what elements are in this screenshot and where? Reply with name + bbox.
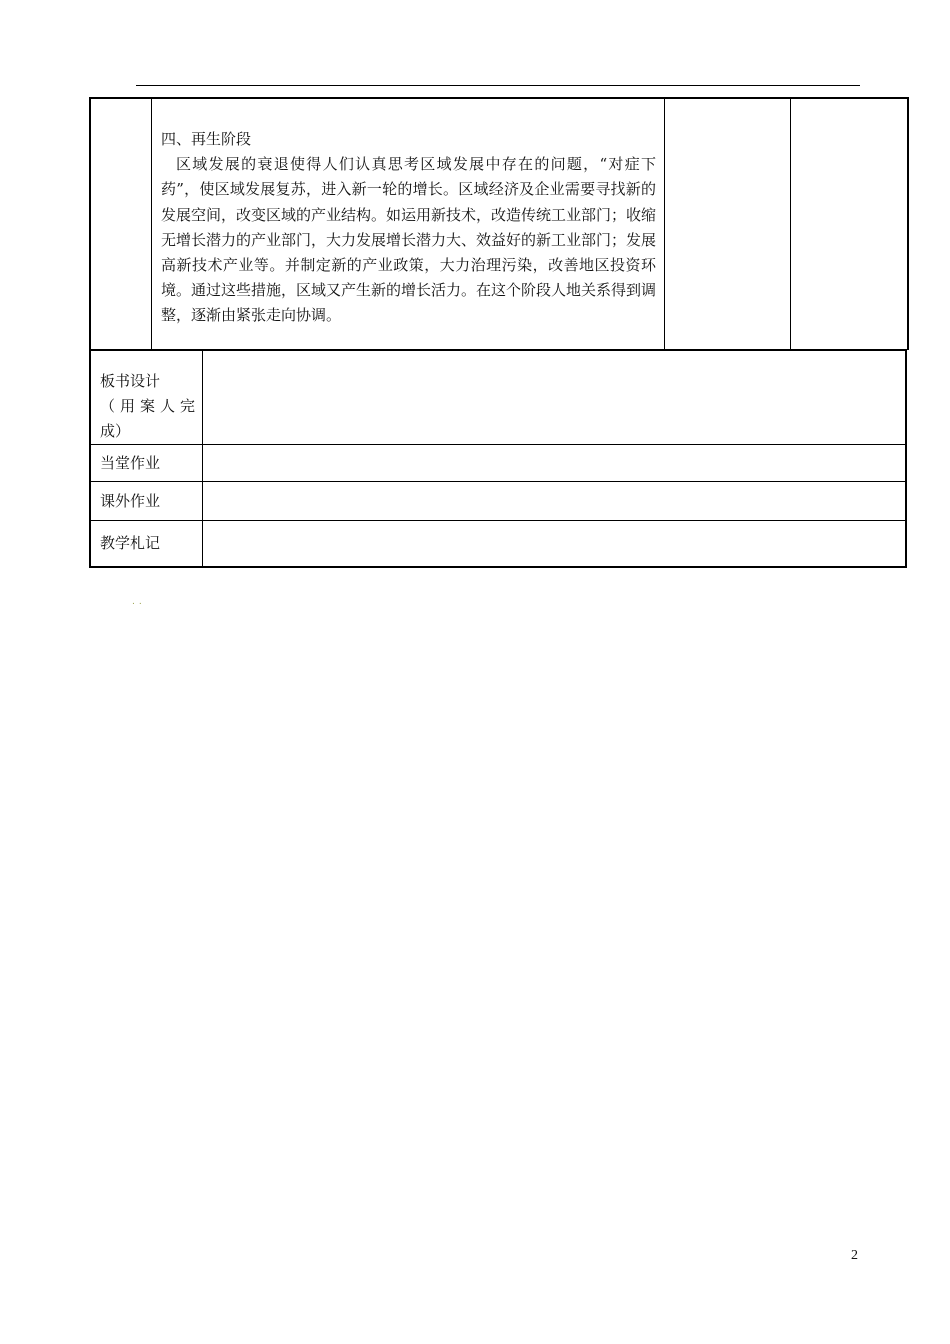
- page-number: 2: [851, 1248, 858, 1263]
- stage-empty-cell-4: [791, 98, 909, 350]
- homework-value: [202, 482, 906, 521]
- summary-table: [89, 350, 907, 568]
- stage-empty-left-cell: [90, 98, 152, 350]
- stage-title: 四、再生阶段: [161, 130, 252, 148]
- teaching-notes-value: [202, 521, 906, 568]
- board-design-label-line2: （用案人完: [100, 397, 201, 415]
- board-design-label-line1: 板书设计: [100, 372, 161, 390]
- board-design-row: [90, 351, 906, 445]
- homework-row: [90, 482, 906, 521]
- classwork-label: 当堂作业: [90, 445, 202, 482]
- header-rule: [136, 85, 860, 86]
- teaching-notes-row: [90, 521, 906, 568]
- stage-table: [89, 97, 909, 350]
- stage-content-cell: [152, 98, 665, 350]
- classwork-row: [90, 445, 906, 482]
- lesson-plan-page: [89, 97, 907, 568]
- classwork-value: [202, 445, 906, 482]
- stage-paragraph: 区域发展的衰退使得人们认真思考区域发展中存在的问题，“对症下药”，使区域发展复苏，进入新一轮的增长。区域经济及企业需要寻找新的发展空间，改变区域的产业结构。如运用新技术，改造传统工业部门；收缩无增长潜力的产业部门，大力发展增长潜力大、效益好的新工业部门；发展高新技术产业等。并制定新的产业政策，大力治理污染，改善地区投资环境。通过这些措施，区域又产生新的增长活力。在这个阶段人地关系得到调整，逐渐由紧张走向协调。: [161, 155, 657, 325]
- decorative-dots: ..: [132, 597, 146, 607]
- homework-label: 课外作业: [90, 482, 202, 521]
- stage-empty-cell-3: [665, 98, 791, 350]
- teaching-notes-label: 教学札记: [90, 521, 202, 568]
- board-design-label: [90, 351, 202, 445]
- board-design-label-line3: 成）: [100, 422, 131, 440]
- stage-row: [90, 98, 908, 350]
- board-design-value: [202, 351, 906, 445]
